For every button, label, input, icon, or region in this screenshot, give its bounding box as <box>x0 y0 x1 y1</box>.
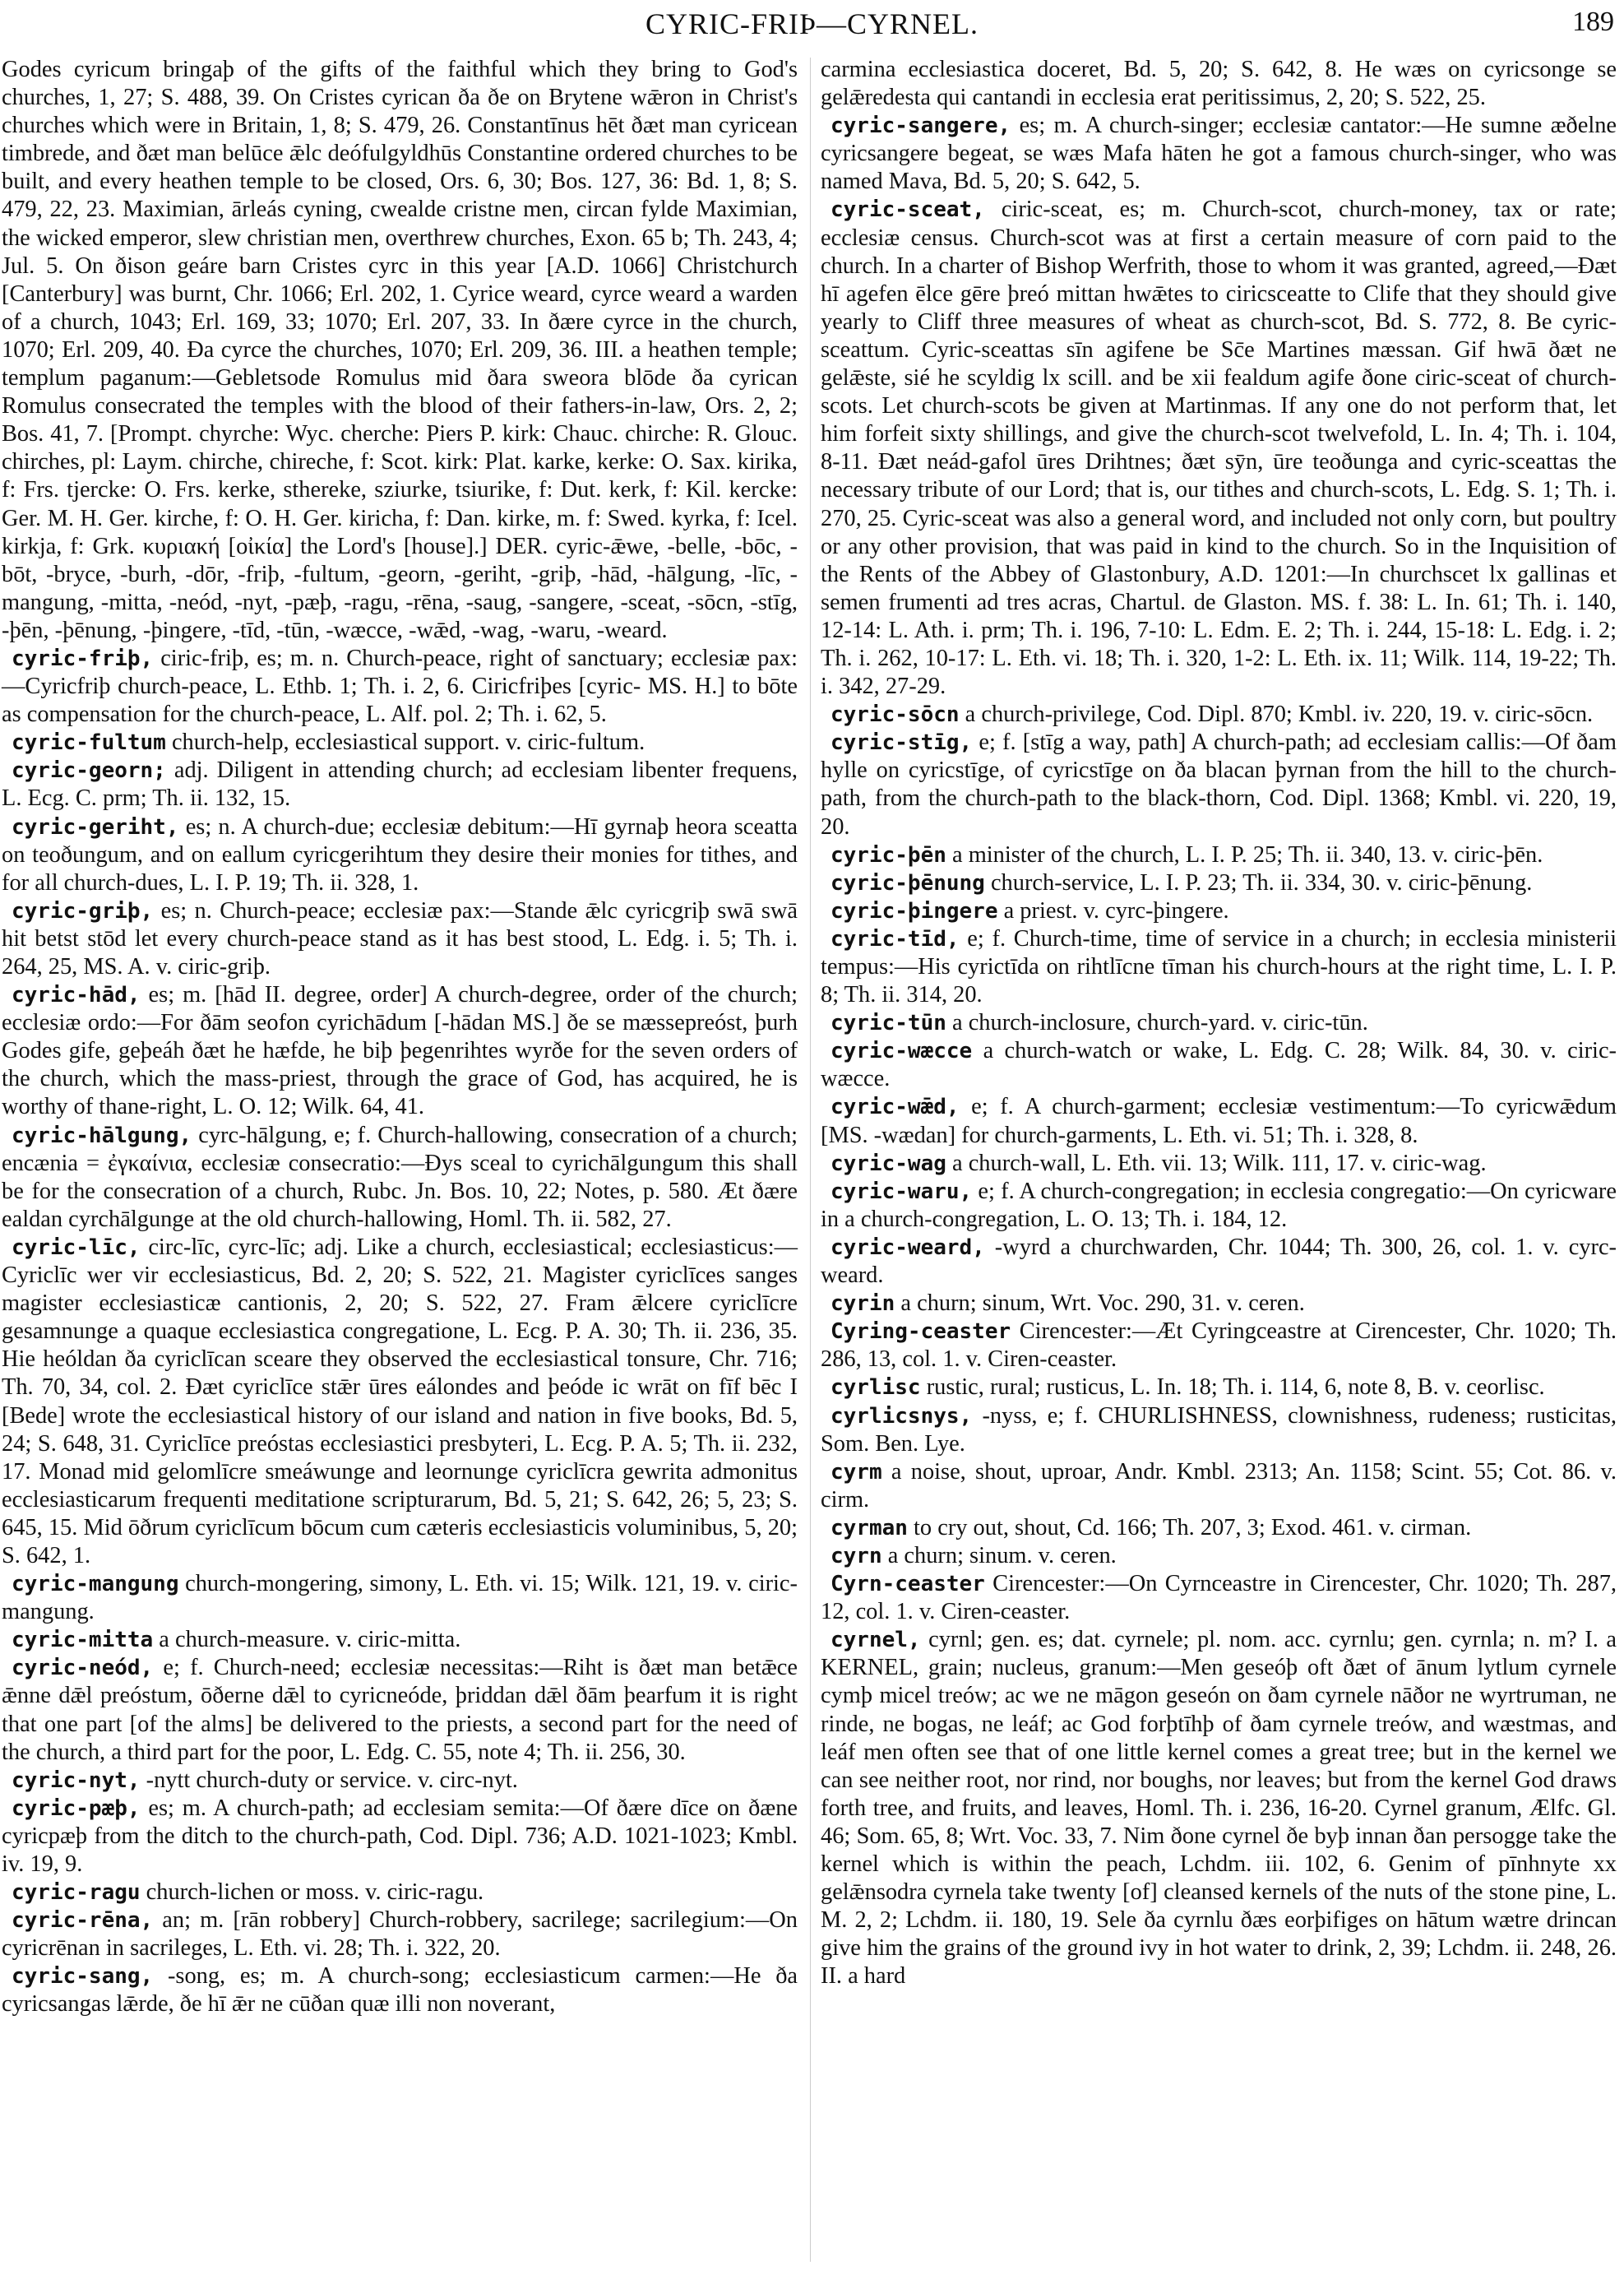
entry-body: to cry out, shout, Cd. 166; Th. 207, 3; Exod. 461. v. cirman. <box>914 1514 1472 1540</box>
entry-headword: cyric-þēnung <box>831 870 985 896</box>
entry-body: e; f. Church-time, time of service in a church; in ecclesia ministerii tempus:—His cyrictīda on rihtlīcne tīman his church-hours at the right time, L. I. P. 8; Th. ii. 314, 20. <box>821 925 1617 1008</box>
entry-headword: cyric-þēn <box>831 842 946 868</box>
dictionary-entry <box>821 1234 1617 1290</box>
entry-headword: cyric-geriht, <box>12 814 179 840</box>
entry-headword: cyric-sōcn <box>831 702 960 728</box>
entry-headword: cyric-rēna, <box>12 1908 154 1934</box>
entry-headword: cyric-friþ, <box>12 646 154 671</box>
dictionary-entry <box>821 729 1617 841</box>
dictionary-entry <box>821 1374 1617 1401</box>
entry-headword: cyric-wǣd, <box>831 1095 960 1120</box>
dictionary-entry <box>2 729 798 757</box>
dictionary-entry <box>2 56 798 645</box>
entry-body: -song, es; m. A church-song; ecclesiasticum carmen:—He ða cyricsangas lǣrde, ðe hī ǣr ne cūðan quæ illi non noverant, <box>2 1963 798 2018</box>
entry-headword: cyrnel, <box>831 1628 921 1653</box>
dictionary-entry <box>2 1654 798 1766</box>
dictionary-entry <box>821 1570 1617 1626</box>
entry-body: Cirencester:—Æt Cyringceastre at Cirencester, Chr. 1020; Th. 286, 13, col. 1. v. Ciren-ceaster. <box>821 1318 1617 1373</box>
entry-body: cyrnl; gen. es; dat. cyrnele; pl. nom. acc. cyrnlu; gen. cyrnla; n. m? I. a KERNEL, grain; nucleus, granum:—Men geseóþ oft ðæt of ānum lytlum cyrnele cymþ micel treów; ac we ne māgon geseón on ðam cyrnele nāðor ne wyrtruman, ne rinde, ne bogas, ne leáf; ac God forþtīhþ of ðam cyrnele treów, and wæstmas, and leáf men often see that of one little kernel comes a great tree; but in the kernel we can see neither root, nor rind, nor boughs, nor leaves; but from the kernel God draws forth tree, and fruits, and leaves, Homl. Th. i. 236, 16-20. Cyrnel granum, Ælfc. Gl. 46; Som. 65, 8; Wrt. Voc. 33, 7. Nim ðone cyrnel ðe byþ innan ðan persogge take the kernel which is within the peach, Lchdm. iii. 102, 6. Genim of pīnhnyte xx gelǣnsodra cyrnela take twenty [of] cleansed kernels of the nuts of the stone pine, L. M. 2, 2; Lchdm. ii. 180, 19. Sele ða cyrnlu ðæs eorþifiges on hātum wætre drincan give him the grains of the ground ivy in hot water to drink, 2, 39; Lchdm. ii. 248, 26. II. a hard <box>821 1627 1617 1990</box>
entry-body: -wyrd a churchwarden, Chr. 1044; Th. 300, 26, col. 1. v. cyrc-weard. <box>821 1234 1617 1289</box>
page-number: 189 <box>1572 7 1614 37</box>
right-column <box>821 56 1617 1990</box>
entry-headword: cyric-tīd, <box>831 926 960 952</box>
entry-body: adj. Diligent in attending church; ad ecclesiam libenter frequens, L. Ecg. C. prm; Th. ii. 132, 15. <box>2 757 798 812</box>
entry-body: e; f. A church-congregation; in ecclesia congregatio:—On cyricware in a church-congregation, L. O. 13; Th. i. 184, 12. <box>821 1178 1617 1232</box>
entry-body: circ-līc, cyrc-līc; adj. Like a church, ecclesiastical; ecclesiasticus:—Cyriclīc wer vir ecclesiasticus, Bd. 2, 20; S. 522, 21. Magister cyriclīces sanges magister ecclesiasticæ cantionis, 2, 20; S. 522, 27. Fram ǣlcere cyriclīcre gesamnunge a quaque ecclesiastica congregatione, L. Ecg. P. A. 30; Th. ii. 236, 35. Hie heóldan ða cyriclīcan sceare they observed the ecclesiastical tonsure, Chr. 716; Th. 70, 34, col. 2. Ðæt cyriclīce stǣr ūres eálondes and þeóde ic wrāt on fīf bēc I [Bede] wrote the ecclesiastical history of our island and nation in five books, Bd. 5, 24; S. 648, 31. Cyriclīce preóstas ecclesiastici presbyteri, L. Ecg. P. A. 5; Th. ii. 232, 17. Monad mid gelomlīcre smeáwunge and leornunge cyriclīcra gewrita admonitus ecclesiasticarum frequenti meditatione scripturarum, Bd. 5, 21; S. 642, 26; 5, 23; S. 645, 15. Mid ōðrum cyriclīcum bōcum cum cæteris ecclesiasticis voluminibus, 5, 20; S. 642, 1. <box>2 1234 798 1568</box>
dictionary-entry <box>821 1290 1617 1318</box>
dictionary-entry <box>821 1178 1617 1234</box>
entry-body: a church-measure. v. ciric-mitta. <box>159 1627 461 1653</box>
dictionary-entry <box>2 897 798 981</box>
entry-body: an; m. [rān robbery] Church-robbery, sacrilege; sacrilegium:—On cyricrēnan in sacrileges, L. Eth. vi. 28; Th. i. 322, 20. <box>2 1907 798 1962</box>
entry-body: e; f. Church-need; ecclesiæ necessitas:—Riht is ðæt man betǣce ǣnne dǣl preóstum, ōðerne dǣl to cyricneóde, þriddan dǣl ðām þearfum it is right that one part [of the alms] be delivered to the priests, a second part for the need of the church, a third part for the poor, L. Edg. C. 55, note 4; Th. ii. 256, 30. <box>2 1655 798 1765</box>
entry-headword: cyric-pæþ, <box>12 1795 141 1821</box>
entry-body: es; n. Church-peace; ecclesiæ pax:—Stande ǣlc cyricgriþ swā swā hit betst stōd let every church-peace stand as it has best stood, L. Edg. i. 5; Th. i. 264, 25, MS. A. v. ciric-griþ. <box>2 897 798 980</box>
dictionary-entry <box>2 813 798 897</box>
entry-body: es; n. A church-due; ecclesiæ debitum:—Hī gyrnaþ heora sceatta on teoðungum, and on eallum cyricgerihtum they desire their monies for tithes, and for all church-dues, L. I. P. 19; Th. ii. 328, 1. <box>2 813 798 896</box>
dictionary-entry <box>821 701 1617 729</box>
entry-headword: Cyring-ceaster <box>831 1319 1011 1345</box>
entry-body: Godes cyricum bringaþ of the gifts of the faithful which they bring to God's churches, 1, 27; S. 488, 39. On Cristes cyrican ða ðe on Brytene wǣron in Christ's churches which were in Britain, 1, 8; S. 479, 26. Constantīnus hēt ðæt man cyricean timbrede, and ðæt man belūce ǣlc deófulgyldhūs Constantine ordered churches to be built, and every heathen temple to be closed, Ors. 6, 30; Bos. 127, 36: Bd. 1, 8; S. 479, 22, 23. Maximian, ārleás cyning, cwealde cristne men, circan fylde Maximian, the wicked emperor, slew christian men, overthrew churches, Exon. 65 b; Th. 243, 4; Jul. 5. On ðison geáre barn Cristes cyrc in this year [A.D. 1066] Christchurch [Canterbury] was burnt, Chr. 1066; Erl. 202, 1. Cyrice weard, cyrce weard a warden of a church, 1043; Erl. 169, 33; 1070; Erl. 207, 33. In ðære cyrce in the church, 1070; Erl. 209, 40. Ða cyrce the churches, 1070; Erl. 209, 36. III. a heathen temple; templum paganum:—Gebletsode Romulus mid ðara sweora blōde ða cyrican Romulus consecrated the temples with the blood of their fathers-in-law, Ors. 2, 2; Bos. 41, 7. [Prompt. chyrche: Wyc. cherche: Piers P. kirk: Chauc. chirche: R. Glouc. chirches, pl: Laym. chirche, chireche, f: Scot. kirk: Plat. karke, kerke: O. Sax. kirika, f: Frs. tjercke: O. Frs. kerke, sthereke, sziurke, tsiurike, f: Dut. kerk, f: Kil. kercke: Ger. M. H. Ger. kirche, f: O. H. Ger. kiricha, f: Dan. kirke, m. f: Swed. kyrka, f: Icel. kirkja, f: Grk. κυριακή [οἰκία] the Lord's [house].] DER. cyric-ǣwe, -belle, -bōc, -bōt, -bryce, -burh, -dōr, -friþ, -fultum, -georn, -geriht, -griþ, -hād, -hālgung, -līc, -mangung, -mitta, -neód, -nyt, -pæþ, -ragu, -rēna, -saug, -sangere, -sceat, -sōcn, -stīg, -þēn, -þēnung, -þingere, -tīd, -tūn, -wæcce, -wǣd, -wag, -waru, -weard. <box>2 57 798 643</box>
dictionary-entry <box>2 1795 798 1879</box>
entry-body: ciric-friþ, es; m. n. Church-peace, right of sanctuary; ecclesiæ pax:—Cyricfriþ church-peace, L. Ethb. 1; Th. i. 2, 6. Ciricfriþes [cyric- MS. H.] to bōte as compensation for the church-peace, L. Alf. pol. 2; Th. i. 62, 5. <box>2 645 798 728</box>
dictionary-entry <box>821 1150 1617 1178</box>
entry-body: a minister of the church, L. I. P. 25; Th. ii. 340, 13. v. ciric-þēn. <box>952 841 1543 868</box>
entry-body: a church-watch or wake, L. Edg. C. 28; Wilk. 84, 30. v. ciric-wæcce. <box>821 1038 1617 1092</box>
entry-body: e; f. [stīg a way, path] A church-path; ad ecclesiam callis:—Of ðam hylle on cyricstīge, of cyricstīge on ða blacan þyrnan from the hill to the church-path, from the church-path to the black-thorn, Cod. Dipl. 1368; Kmbl. vi. 220, 19, 20. <box>821 730 1617 840</box>
dictionary-entry <box>2 1767 798 1795</box>
entry-headword: cyric-mitta <box>12 1628 154 1653</box>
entry-body: e; f. A church-garment; ecclesiæ vestimentum:—To cyricwǣdum [MS. -wædan] for church-garments, L. Eth. vi. 51; Th. i. 328, 8. <box>821 1094 1617 1148</box>
entry-headword: Cyrn-ceaster <box>831 1572 985 1597</box>
entry-headword: cyric-hād, <box>12 983 141 1008</box>
entry-body: a church-wall, L. Eth. vii. 13; Wilk. 111, 17. v. ciric-wag. <box>952 1150 1487 1176</box>
dictionary-entry <box>821 1626 1617 1990</box>
entry-body: church-mongering, simony, L. Eth. vi. 15; Wilk. 121, 19. v. ciric-mangung. <box>2 1571 798 1625</box>
column-divider <box>810 58 811 2262</box>
dictionary-entry <box>821 841 1617 869</box>
dictionary-entry <box>2 1234 798 1570</box>
entry-body: es; m. A church-path; ad ecclesiam semita:—Of ðære dīce on ðæne cyricpæþ from the ditch to the church-path, Cod. Dipl. 736; A.D. 1021-1023; Kmbl. iv. 19, 9. <box>2 1795 798 1877</box>
entry-body: -nyss, e; f. CHURLISHNESS, clownishness, rudeness; rusticitas, Som. Ben. Lye. <box>821 1402 1617 1457</box>
running-title: CYRIC-FRIÞ—CYRNEL. <box>645 7 979 40</box>
dictionary-entry <box>2 1962 798 2018</box>
entry-body: Cirencester:—On Cyrnceastre in Cirencester, Chr. 1020; Th. 287, 12, col. 1. v. Ciren-ceaster. <box>821 1571 1617 1625</box>
entry-headword: cyric-hālgung, <box>12 1123 192 1148</box>
dictionary-entry <box>2 645 798 729</box>
entry-body: church-help, ecclesiastical support. v. ciric-fultum. <box>171 730 645 756</box>
entry-body: a priest. v. cyrc-þingere. <box>1003 897 1229 924</box>
dictionary-entry <box>821 897 1617 925</box>
entry-body: es; m. A church-singer; ecclesiæ cantator:—He sumne æðelne cyricsangere begeat, se wæs Mafa hāten he got a famous church-singer, who was named Mava, Bd. 5, 20; S. 642, 5. <box>821 113 1617 195</box>
entry-headword: cyric-sceat, <box>831 197 985 223</box>
dictionary-entry <box>821 1318 1617 1374</box>
entry-headword: cyrlisc <box>831 1375 921 1401</box>
entry-headword: cyric-sang, <box>12 1964 154 1990</box>
entry-headword: cyrm <box>831 1459 882 1485</box>
entry-headword: cyric-fultum <box>12 730 166 756</box>
entry-body: a church-inclosure, church-yard. v. ciric-tūn. <box>952 1010 1368 1036</box>
dictionary-entry <box>821 1037 1617 1093</box>
dictionary-entry <box>821 925 1617 1009</box>
entry-headword: cyric-ragu <box>12 1880 141 1906</box>
entry-headword: cyrin <box>831 1291 895 1317</box>
entry-headword: cyric-weard, <box>831 1235 985 1260</box>
entry-headword: cyric-waru, <box>831 1179 973 1204</box>
dictionary-entry <box>821 1093 1617 1149</box>
dictionary-entry <box>821 1402 1617 1458</box>
entry-headword: cyric-stīg, <box>831 730 973 756</box>
dictionary-entry <box>821 1458 1617 1514</box>
entry-headword: cyric-tūn <box>831 1011 946 1036</box>
entry-body: a church-privilege, Cod. Dipl. 870; Kmbl. iv. 220, 19. v. ciric-sōcn. <box>965 702 1594 728</box>
dictionary-entry <box>2 981 798 1121</box>
entry-body: -nytt church-duty or service. v. circ-nyt. <box>146 1767 518 1793</box>
dictionary-entry <box>821 1514 1617 1542</box>
dictionary-entry <box>2 1122 798 1234</box>
entry-headword: cyric-griþ, <box>12 898 154 924</box>
entry-headword: cyric-georn; <box>12 758 166 784</box>
entry-body: church-service, L. I. P. 23; Th. ii. 334, 30. v. ciric-þēnung. <box>990 869 1533 896</box>
entry-headword: cyrlicsnys, <box>831 1403 973 1429</box>
entry-body: es; m. [hād II. degree, order] A church-degree, order of the church; ecclesiæ ordo:—For ðām seofon cyrichādum [-hādan MS.] ðe se mæssepreóst, þurh Godes gife, geþeáh ðæt he hæfde, he biþ þegenrihtes wyrðe for the seven orders of the church, which the mass-priest, through the grace of God, has acquired, he is worthy of thane-right, L. O. 12; Wilk. 64, 41. <box>2 982 798 1120</box>
entry-headword: cyrman <box>831 1515 908 1540</box>
entry-body: church-lichen or moss. v. ciric-ragu. <box>146 1879 484 1906</box>
entry-headword: cyric-wæcce <box>831 1039 973 1064</box>
entry-body: a churn; sinum, Wrt. Voc. 290, 31. v. ceren. <box>900 1290 1305 1317</box>
entry-headword: cyric-nyt, <box>12 1767 141 1793</box>
entry-headword: cyric-wag <box>831 1151 946 1176</box>
entry-headword: cyric-mangung <box>12 1572 179 1597</box>
entry-headword: cyrn <box>831 1543 882 1568</box>
dictionary-entry <box>2 1626 798 1654</box>
entry-body: ciric-sceat, es; m. Church-scot, church-money, tax or rate; ecclesiæ census. Church-scot was at first a certain measure of corn paid to the church. In a charter of Bishop Werfrith, those to whom it was granted, agreed,—Ðæt hī agefen ēlce gēre þreó mittan hwǣtes to ciricsceatte to Clife that they should give yearly to Cliff three measures of wheat as church-scot, Bd. S. 772, 8. Be cyric-sceattum. Cyric-sceattas sīn agifene be Sc̄e Martines mæssan. Gif hwā ðæt ne gelǣste, sié he scyldig lx scill. and be xii fealdum agife ðone ciric-sceat of church-scots. Let church-scots be given at Martinmas. If any one do not perform that, let him forfeit sixty shillings, and give the church-scot twelvefold, L. In. 4; Th. i. 104, 8-11. Ðæt neád-gafol ūres Drihtnes; ðæt sȳn, ūre teoðunga and cyric-sceattas the necessary tribute of our Lord; that is, our tithes and church-scots, L. Edg. S. 1; Th. i. 270, 25. Cyric-sceat was also a general word, and included not only corn, but poultry or any other provision, that was paid in kind to the church. So in the Inquisition of the Rents of the Abbey of Glastonbury, A.D. 1201:—In churchscet lx gallinas et semen frumenti ad tres acras, Chartul. de Glaston. MS. f. 38: L. In. 61; Th. i. 140, 12-14: L. Ath. i. prm; Th. i. 196, 7-10: L. Edm. E. 2; Th. i. 244, 15-18: L. Edg. i. 2; Th. i. 262, 10-17: L. Eth. vi. 18; Th. i. 320, 1-2: L. Eth. ix. 11; Wilk. 114, 19-22; Th. i. 342, 27-29. <box>821 197 1617 700</box>
entry-headword: cyric-neód, <box>12 1656 154 1681</box>
dictionary-entry <box>2 1570 798 1626</box>
entry-body: a noise, shout, uproar, Andr. Kmbl. 2313; An. 1158; Scint. 55; Cot. 86. v. cirm. <box>821 1458 1617 1513</box>
dictionary-entry <box>2 757 798 813</box>
dictionary-entry <box>821 56 1617 112</box>
entry-body: a churn; sinum. v. ceren. <box>887 1542 1117 1568</box>
entry-headword: cyric-līc, <box>12 1235 141 1260</box>
dictionary-entry <box>821 1009 1617 1037</box>
entry-body: carmina ecclesiastica doceret, Bd. 5, 20; S. 642, 8. He wæs on cyricsonge se gelǣredesta qui cantandi in ecclesia erat peritissimus, 2, 20; S. 522, 25. <box>821 57 1617 111</box>
dictionary-entry <box>2 1906 798 1962</box>
dictionary-entry <box>821 196 1617 701</box>
page-header <box>0 7 1624 48</box>
entry-body: rustic, rural; rusticus, L. In. 18; Th. i. 114, 6, note 8, B. v. ceorlisc. <box>926 1374 1545 1401</box>
entry-headword: cyric-sangere, <box>831 114 1011 139</box>
dictionary-entry <box>821 869 1617 897</box>
dictionary-entry <box>821 112 1617 196</box>
entry-headword: cyric-þingere <box>831 898 998 924</box>
dictionary-entry <box>821 1542 1617 1570</box>
entry-body: cyrc-hālgung, e; f. Church-hallowing, consecration of a church; encænia = ἐγκαίνια, ecclesiæ consecratio:—Ðys sceal to cyrichālgungum this shall be for the consecration of a church, Rubc. Jn. Bos. 10, 22; Notes, p. 580. Æt ðære ealdan cyrchālgunge at the old church-hallowing, Homl. Th. ii. 582, 27. <box>2 1122 798 1232</box>
left-column <box>2 56 798 2019</box>
dictionary-entry <box>2 1879 798 1906</box>
